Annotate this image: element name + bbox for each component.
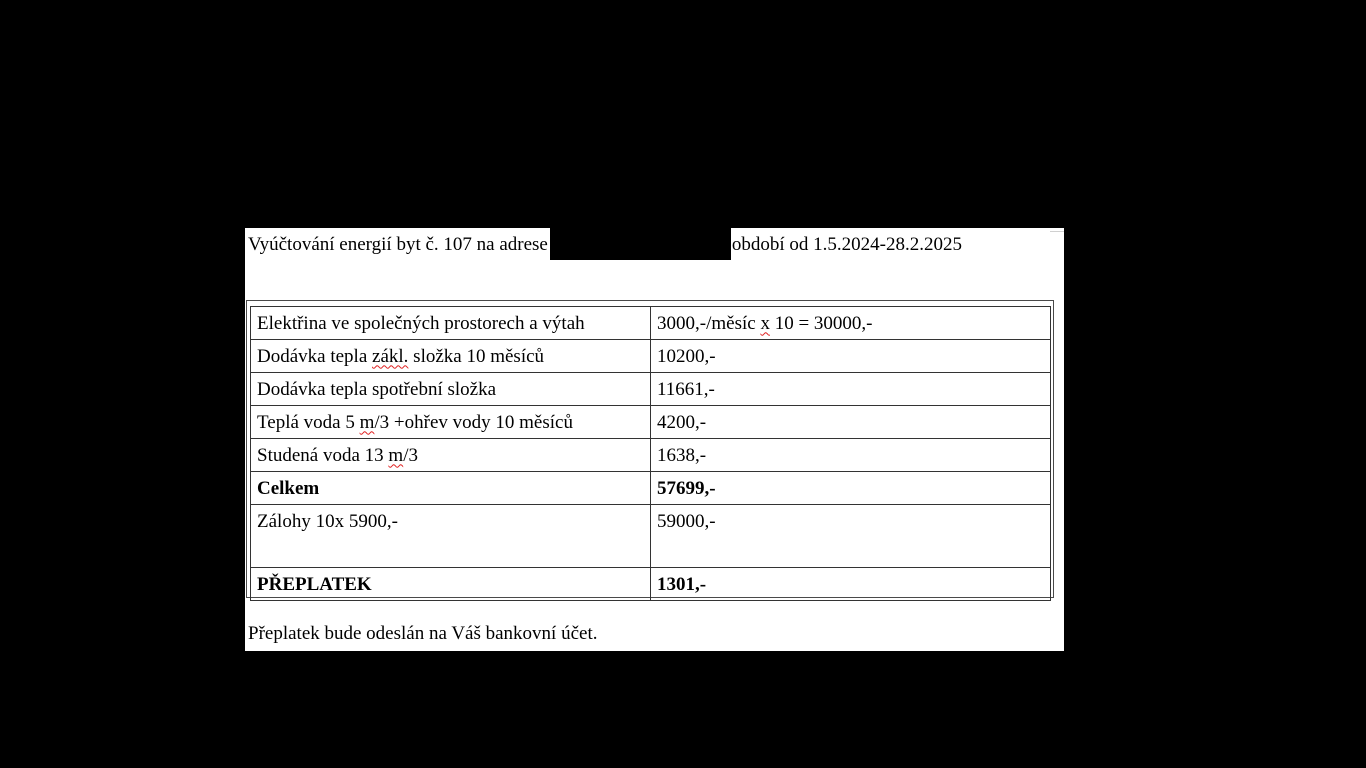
redacted-address	[550, 228, 731, 260]
document-page	[245, 228, 1064, 651]
label-text: Studená voda 13	[257, 444, 389, 466]
row-value-electricity	[651, 307, 1051, 340]
row-value-advances: 59000,-	[651, 505, 1051, 568]
spellcheck-word: x	[760, 312, 770, 334]
row-label-electricity: Elektřina ve společných prostorech a výtah	[251, 307, 651, 340]
heading-text-start: Vyúčtování energií byt č. 107 na adrese	[248, 233, 548, 255]
row-value-heat-base: 10200,-	[651, 340, 1051, 373]
table-row	[251, 505, 1051, 568]
row-value-hot-water: 4200,-	[651, 406, 1051, 439]
row-label-advances: Zálohy 10x 5900,-	[251, 505, 651, 568]
row-label-heat-consumption: Dodávka tepla spotřební složka	[251, 373, 651, 406]
table-row-total	[251, 472, 1051, 505]
spellcheck-word: m	[388, 444, 404, 466]
row-label-overpayment: PŘEPLATEK	[251, 568, 651, 601]
heading-text-period: období od 1.5.2024-28.2.2025	[731, 233, 962, 255]
document-heading	[248, 228, 962, 260]
row-value-heat-consumption: 11661,-	[651, 373, 1051, 406]
footer-note: Přeplatek bude odeslán na Váš bankovní účet.	[248, 623, 598, 644]
value-text: 10 = 30000,-	[769, 312, 873, 334]
label-text: Teplá voda 5	[257, 411, 360, 433]
table-row-overpayment	[251, 568, 1051, 601]
label-text: Dodávka tepla	[257, 345, 373, 367]
billing-table	[250, 306, 1051, 601]
spellcheck-word: m	[359, 411, 375, 433]
table-row	[251, 307, 1051, 340]
row-value-cold-water: 1638,-	[651, 439, 1051, 472]
row-label-total: Celkem	[251, 472, 651, 505]
table-row	[251, 340, 1051, 373]
row-label-hot-water	[251, 406, 651, 439]
table-row	[251, 439, 1051, 472]
label-text: složka 10 měsíců	[408, 345, 545, 367]
value-text: 3000,-/měsíc	[657, 312, 761, 334]
page-corner-mark	[1050, 228, 1064, 232]
spellcheck-word: zákl.	[372, 345, 409, 367]
row-value-overpayment: 1301,-	[651, 568, 1051, 601]
row-label-cold-water	[251, 439, 651, 472]
table-row	[251, 373, 1051, 406]
label-text: /3	[403, 444, 418, 466]
label-text: /3 +ohřev vody 10 měsíců	[374, 411, 573, 433]
row-value-total: 57699,-	[651, 472, 1051, 505]
table-row	[251, 406, 1051, 439]
row-label-heat-base	[251, 340, 651, 373]
